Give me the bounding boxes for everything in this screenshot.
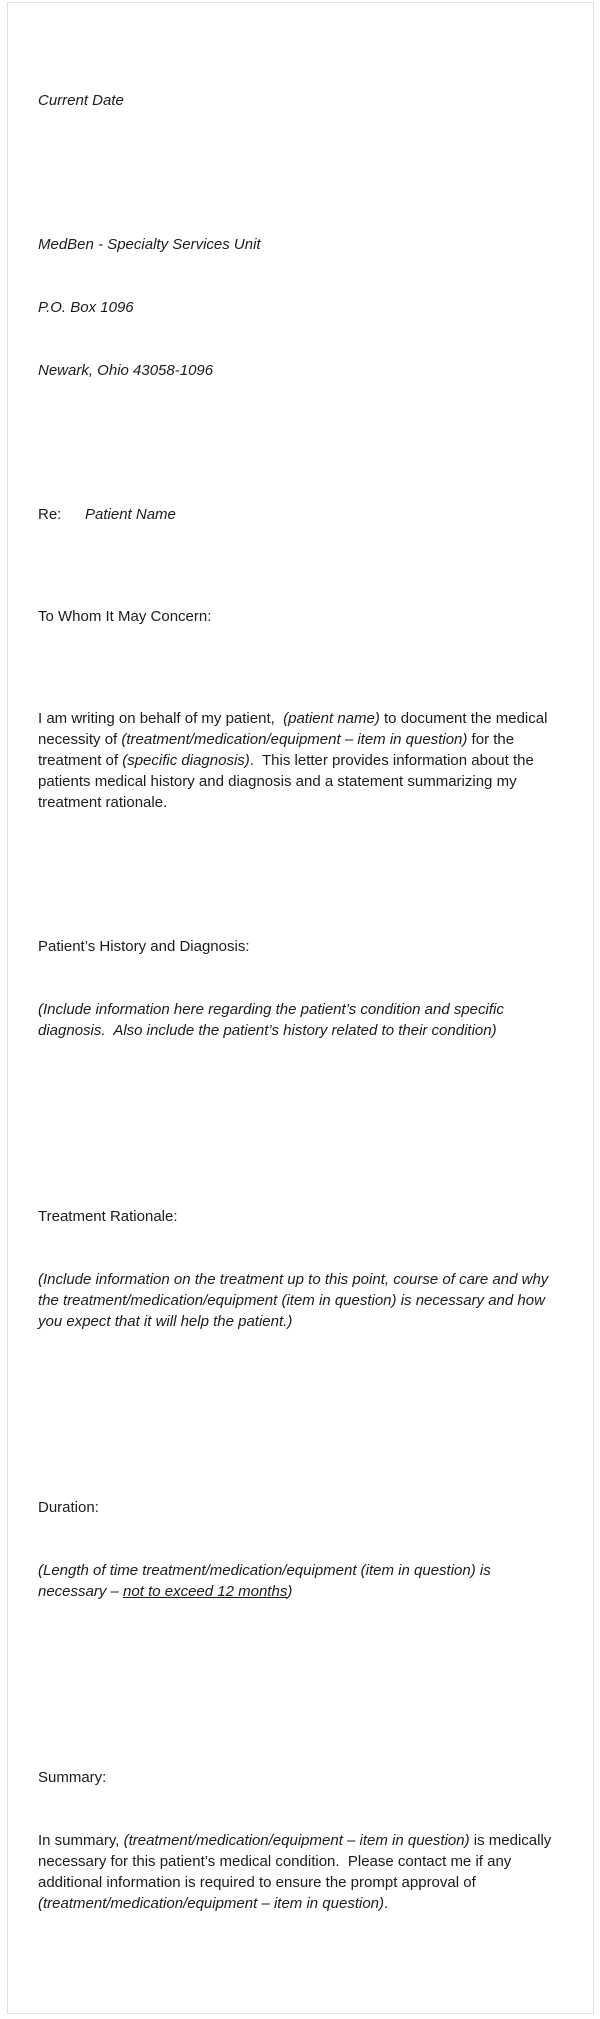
- summary-heading: Summary:: [38, 1769, 107, 1786]
- reference-line: [38, 504, 563, 525]
- recipient-name: MedBen - Specialty Services Unit: [38, 236, 261, 253]
- reference-value: Patient Name: [85, 506, 176, 523]
- recipient-city-state-zip: Newark, Ohio 43058-1096: [38, 362, 214, 379]
- text-segment: not to exceed 12 months: [123, 1583, 288, 1600]
- text-segment: (Include information on the treatment up to this point, course of care and why the treatment/medication/equipment (item in question) is necessary and how you expect that it will help the patient.): [38, 1271, 553, 1330]
- date-line: Current Date: [38, 92, 124, 109]
- history-body: [38, 999, 563, 1041]
- intro-paragraph: [38, 708, 563, 813]
- text-segment: (treatment/medication/equipment – item in question): [123, 1832, 470, 1849]
- salutation: To Whom It May Concern:: [38, 608, 212, 625]
- text-segment: I am writing on behalf of my patient,: [38, 710, 284, 727]
- duration-heading: Duration:: [38, 1499, 99, 1516]
- text-segment: (specific diagnosis): [122, 752, 250, 769]
- rationale-body: [38, 1269, 563, 1332]
- section-rationale: [38, 1164, 563, 1374]
- section-duration: [38, 1455, 563, 1644]
- text-segment: (Length of time treatment/medication/equipment (item in question) is necessary –: [38, 1562, 495, 1600]
- text-segment: (treatment/medication/equipment – item in question): [38, 1895, 385, 1912]
- section-history: [38, 894, 563, 1083]
- section-summary: [38, 1725, 563, 1956]
- text-segment: (patient name): [283, 710, 380, 727]
- rationale-heading: Treatment Rationale:: [38, 1208, 178, 1225]
- text-segment: In summary,: [38, 1832, 124, 1849]
- recipient-address: [38, 192, 563, 423]
- text-segment: is medically necessary for this patient’s medical condition. Please contact me if any additional information is required to ensure the prompt approval of: [38, 1832, 556, 1891]
- duration-body: [38, 1560, 563, 1602]
- text-segment: (treatment/medication/equipment – item in question): [121, 731, 468, 748]
- text-segment: for the treatment of: [38, 731, 519, 769]
- text-segment: (Include information here regarding the patient’s condition and specific diagnosis. Also include the patient’s history related to their condition): [38, 1001, 509, 1039]
- history-heading: Patient’s History and Diagnosis:: [38, 938, 250, 955]
- text-segment: to document the medical necessity of: [38, 710, 552, 748]
- letter-page: [7, 2, 594, 2014]
- letter-content: [8, 3, 593, 2019]
- text-segment: . This letter provides information about the patients medical history and diagnosis and a statement summarizing my treatment rationale.: [38, 752, 538, 811]
- reference-label: Re:: [38, 506, 62, 523]
- text-segment: .: [384, 1895, 389, 1912]
- summary-body: [38, 1830, 563, 1914]
- text-segment: ): [287, 1583, 293, 1600]
- recipient-po-box: P.O. Box 1096: [38, 299, 134, 316]
